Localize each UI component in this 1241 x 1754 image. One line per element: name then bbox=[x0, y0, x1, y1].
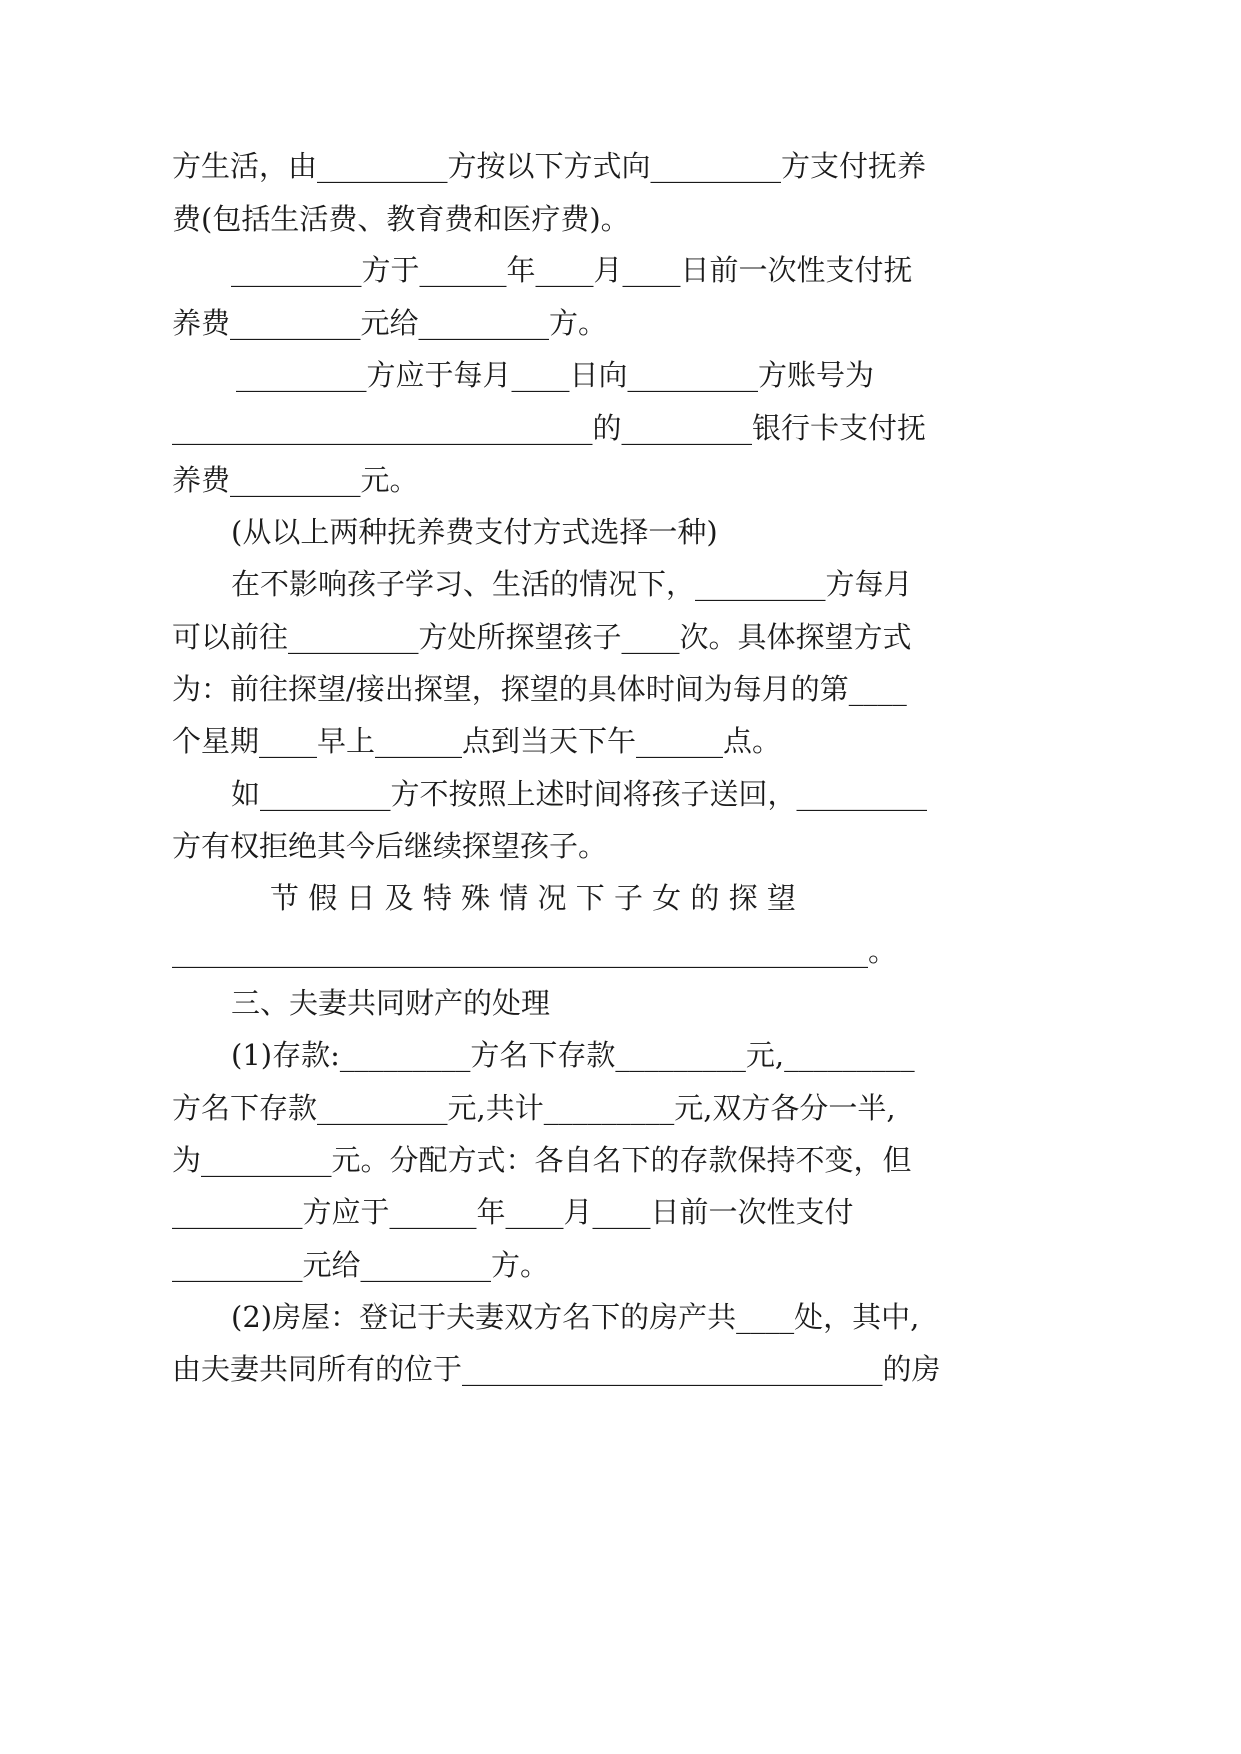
text-line: 为：前往探望/接出探望，探望的具体时间为每月的第____ bbox=[172, 672, 907, 706]
text-line: _________元给_________方。 bbox=[172, 1248, 550, 1282]
text-line: 为_________元。分配方式：各自名下的存款保持不变，但 bbox=[172, 1143, 912, 1177]
text-line: 个星期____早上______点到当天下午______点。 bbox=[172, 724, 782, 758]
text-line: (1)存款:_________方名下存款_________元,_________ bbox=[231, 1038, 915, 1072]
text-line: 费(包括生活费、教育费和医疗费)。 bbox=[172, 202, 630, 236]
text-line: (从以上两种抚养费支付方式选择一种) bbox=[231, 515, 718, 549]
text-line: 可以前往_________方处所探望孩子____次。具体探望方式 bbox=[172, 620, 912, 654]
section-heading: 三、夫妻共同财产的处理 bbox=[231, 986, 551, 1020]
text-line: _________方应于______年____月____日前一次性支付 bbox=[172, 1195, 854, 1229]
text-line: 养费_________元。 bbox=[172, 463, 419, 497]
text-line: ________________________________________________。 bbox=[172, 934, 898, 968]
text-line: _____________________________的_________银行卡支付抚 bbox=[172, 411, 927, 445]
text-line: 在不影响孩子学习、生活的情况下，_________方每月 bbox=[231, 567, 913, 601]
text-line: 由夫妻共同所有的位于_____________________________的房 bbox=[172, 1352, 941, 1386]
text-line: 养费_________元给_________方。 bbox=[172, 306, 608, 340]
text-line: _________方应于每月____日向_________方账号为 bbox=[236, 358, 875, 392]
text-line: 如_________方不按照上述时间将孩子送回，_________ bbox=[231, 777, 928, 811]
text-line: 方有权拒绝其今后继续探望孩子。 bbox=[172, 829, 608, 863]
text-line: _________方于______年____月____日前一次性支付抚 bbox=[231, 253, 913, 287]
text-line: 节 假 日 及 特 殊 情 况 下 子 女 的 探 望 bbox=[270, 881, 796, 915]
text-line: (2)房屋：登记于夫妻双方名下的房产共____处，其中, bbox=[231, 1300, 920, 1334]
text-line: 方名下存款_________元,共计_________元,双方各分一半, bbox=[172, 1091, 896, 1125]
text-line: 方生活，由_________方按以下方式向_________方支付抚养 bbox=[172, 149, 927, 183]
